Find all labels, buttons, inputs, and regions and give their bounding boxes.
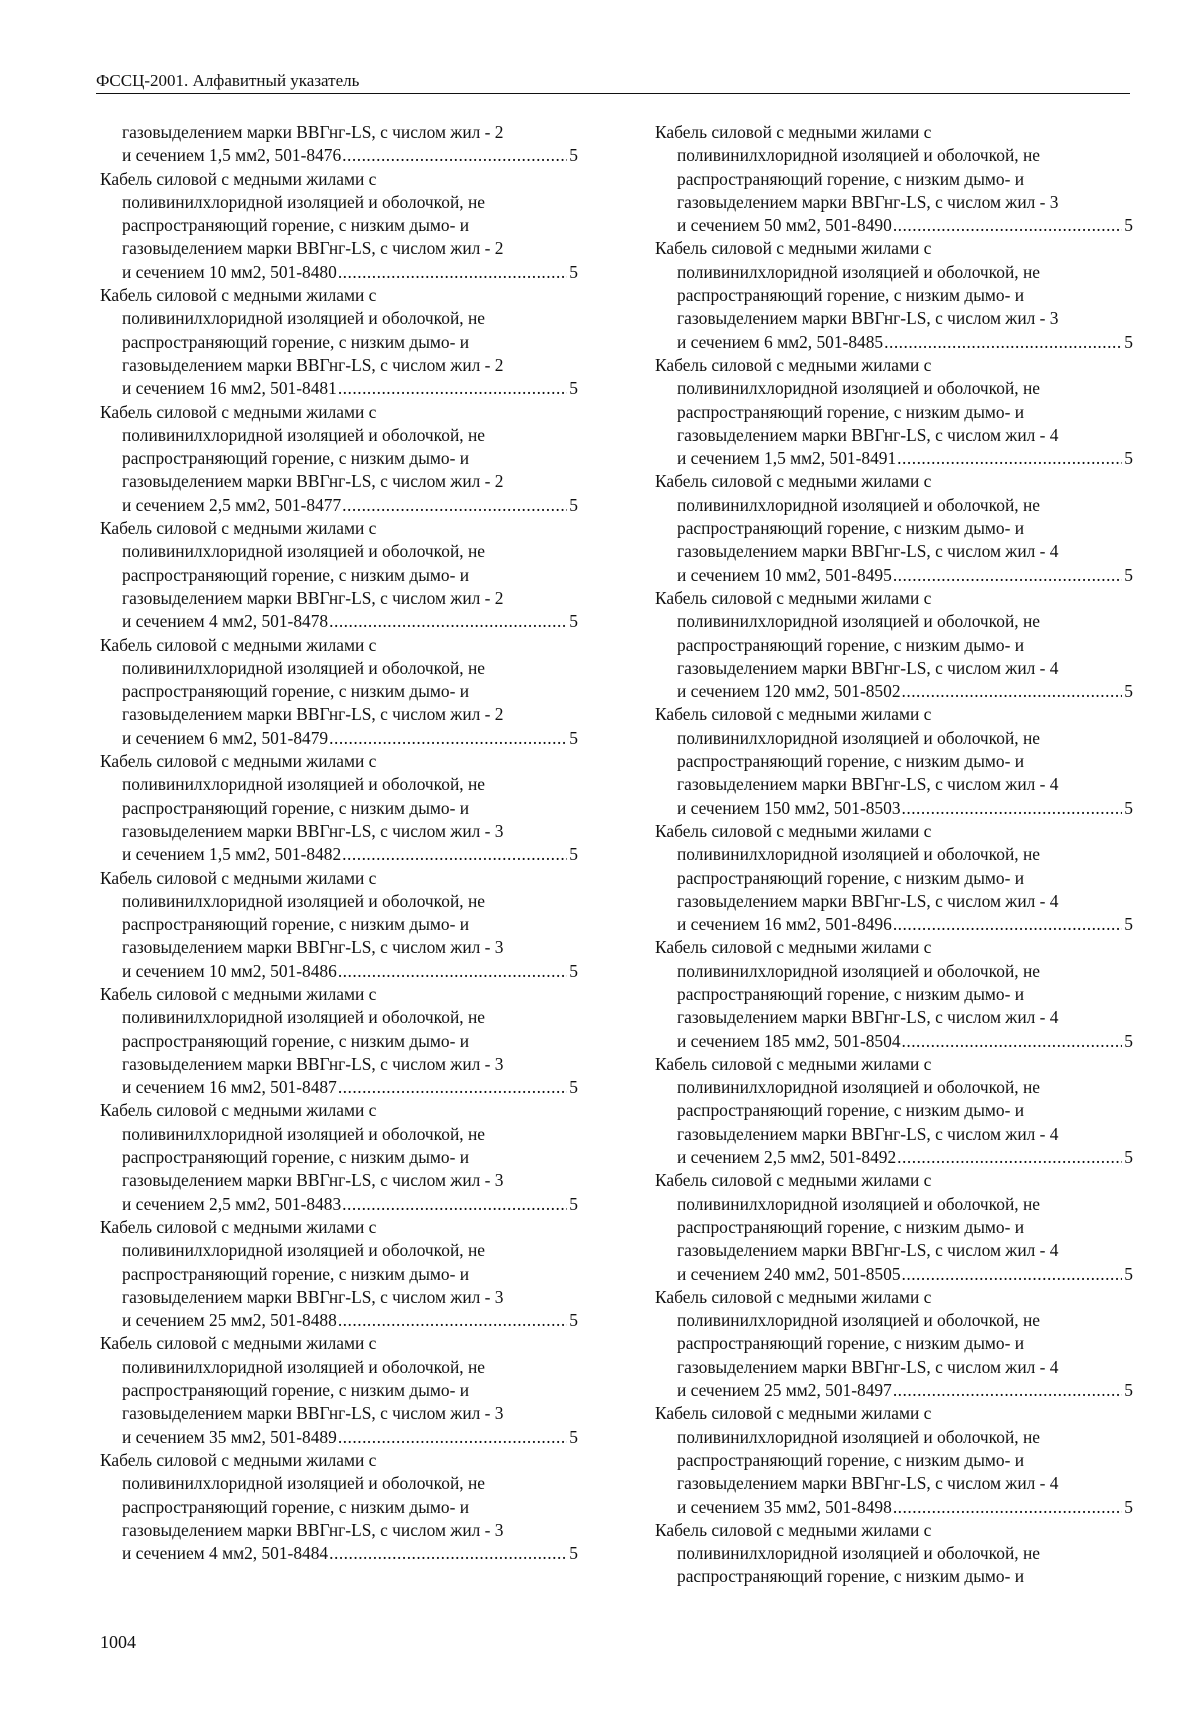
entry-line: поливинилхлоридной изоляцией и оболочкой, не xyxy=(122,1473,485,1494)
entry-line: газовыделением марки ВВГнг-LS, с числом жил - 2 xyxy=(122,122,504,142)
entry-reference-line xyxy=(655,913,1133,936)
dot-leader xyxy=(902,797,1123,820)
index-entry xyxy=(655,1053,1133,1169)
entry-code: и сечением 4 мм2, 501-8478 xyxy=(122,611,329,632)
entry-reference-line xyxy=(655,1146,1133,1169)
entry-page-ref: 5 xyxy=(569,727,578,748)
entry-code: и сечением 10 мм2, 501-8480 xyxy=(122,261,337,282)
entry-line: распространяющий горение, с низким дымо- и xyxy=(122,681,470,702)
entry-line: поливинилхлоридной изоляцией и оболочкой, не xyxy=(122,1356,485,1377)
entry-heading: Кабель силовой с медными жилами с xyxy=(655,587,932,608)
index-column-right xyxy=(655,121,1133,1589)
entry-line: распространяющий горение, с низким дымо- и xyxy=(677,518,1025,539)
index-entry xyxy=(100,517,578,633)
entry-reference-line xyxy=(655,1496,1133,1519)
entry-line: поливинилхлоридной изоляцией и оболочкой, не xyxy=(677,494,1040,515)
entry-reference-line xyxy=(100,1426,578,1449)
index-entry xyxy=(655,354,1133,470)
entry-line: поливинилхлоридной изоляцией и оболочкой, не xyxy=(677,1193,1040,1214)
entry-heading: Кабель силовой с медными жилами с xyxy=(655,1170,932,1191)
entry-line: газовыделением марки ВВГнг-LS, с числом жил - 3 xyxy=(122,1170,504,1191)
entry-line: поливинилхлоридной изоляцией и оболочкой, не xyxy=(122,657,485,678)
entry-heading: Кабель силовой с медными жилами с xyxy=(100,983,377,1004)
entry-page-ref: 5 xyxy=(569,611,578,632)
dot-leader xyxy=(338,960,567,983)
dot-leader xyxy=(902,1030,1123,1053)
entry-reference-line xyxy=(100,261,578,284)
index-entry xyxy=(655,470,1133,586)
entry-page-ref: 5 xyxy=(569,1310,578,1331)
dot-leader xyxy=(884,331,1122,354)
entry-line: распространяющий горение, с низким дымо- и xyxy=(677,867,1025,888)
entry-page-ref: 5 xyxy=(569,261,578,282)
entry-line: газовыделением марки ВВГнг-LS, с числом жил - 3 xyxy=(122,1403,504,1424)
entry-line: газовыделением марки ВВГнг-LS, с числом жил - 2 xyxy=(122,704,504,725)
entry-heading: Кабель силовой с медными жилами с xyxy=(100,634,377,655)
index-column-left xyxy=(100,121,578,1565)
entry-code: и сечением 16 мм2, 501-8481 xyxy=(122,378,337,399)
entry-page-ref: 5 xyxy=(569,378,578,399)
entry-code: и сечением 2,5 мм2, 501-8477 xyxy=(122,494,342,515)
entry-line: газовыделением марки ВВГнг-LS, с числом жил - 3 xyxy=(122,820,504,841)
entry-line: газовыделением марки ВВГнг-LS, с числом жил - 2 xyxy=(122,587,504,608)
entry-line: газовыделением марки ВВГнг-LS, с числом жил - 2 xyxy=(122,354,504,375)
entry-line: поливинилхлоридной изоляцией и оболочкой, не xyxy=(122,1007,485,1028)
dot-leader xyxy=(338,1309,567,1332)
dot-leader xyxy=(342,494,567,517)
entry-reference-line xyxy=(655,214,1133,237)
entry-code: и сечением 10 мм2, 501-8486 xyxy=(122,960,337,981)
dot-leader xyxy=(893,214,1122,237)
entry-line: распространяющий горение, с низким дымо- и xyxy=(122,1030,470,1051)
entry-line: распространяющий горение, с низким дымо- и xyxy=(677,751,1025,772)
entry-line: поливинилхлоридной изоляцией и оболочкой, не xyxy=(122,1240,485,1261)
entry-line: распространяющий горение, с низким дымо- и xyxy=(677,285,1025,306)
entry-heading: Кабель силовой с медными жилами с xyxy=(100,751,377,772)
index-entry xyxy=(100,750,578,866)
entry-code: и сечением 1,5 мм2, 501-8491 xyxy=(677,448,897,469)
entry-line: распространяющий горение, с низким дымо- и xyxy=(122,215,470,236)
entry-line: распространяющий горение, с низким дымо- и xyxy=(122,1496,470,1517)
entry-reference-line xyxy=(100,960,578,983)
entry-line: поливинилхлоридной изоляцией и оболочкой, не xyxy=(122,308,485,329)
entry-heading: Кабель силовой с медными жилами с xyxy=(655,1286,932,1307)
entry-line: поливинилхлоридной изоляцией и оболочкой, не xyxy=(677,1426,1040,1447)
entry-reference-line xyxy=(100,1542,578,1565)
dot-leader xyxy=(338,1076,567,1099)
header-title: ФССЦ-2001. Алфавитный указатель xyxy=(96,71,360,90)
entry-line: поливинилхлоридной изоляцией и оболочкой, не xyxy=(677,611,1040,632)
entry-line: поливинилхлоридной изоляцией и оболочкой, не xyxy=(122,1123,485,1144)
entry-page-ref: 5 xyxy=(569,1077,578,1098)
entry-code: и сечением 150 мм2, 501-8503 xyxy=(677,797,901,818)
entry-line: газовыделением марки ВВГнг-LS, с числом жил - 4 xyxy=(677,1473,1059,1494)
entry-line: газовыделением марки ВВГнг-LS, с числом жил - 4 xyxy=(677,1007,1059,1028)
entry-line: поливинилхлоридной изоляцией и оболочкой, не xyxy=(122,424,485,445)
entry-reference-line xyxy=(100,610,578,633)
entry-line: распространяющий горение, с низким дымо- и xyxy=(122,448,470,469)
entry-heading: Кабель силовой с медными жилами с xyxy=(100,518,377,539)
entry-line: распространяющий горение, с низким дымо- и xyxy=(122,1263,470,1284)
dot-leader xyxy=(342,144,567,167)
entry-code: и сечением 1,5 мм2, 501-8482 xyxy=(122,844,342,865)
entry-line: распространяющий горение, с низким дымо- и xyxy=(122,1147,470,1168)
entry-page-ref: 5 xyxy=(569,145,578,166)
index-entry xyxy=(655,820,1133,936)
entry-code: и сечением 50 мм2, 501-8490 xyxy=(677,215,892,236)
entry-page-ref: 5 xyxy=(1124,448,1133,469)
entry-heading: Кабель силовой с медными жилами с xyxy=(655,354,932,375)
entry-line: газовыделением марки ВВГнг-LS, с числом жил - 4 xyxy=(677,1356,1059,1377)
index-entry xyxy=(655,1402,1133,1518)
entry-heading: Кабель силовой с медными жилами с xyxy=(100,867,377,888)
entry-line: газовыделением марки ВВГнг-LS, с числом жил - 4 xyxy=(677,1123,1059,1144)
entry-line: газовыделением марки ВВГнг-LS, с числом жил - 3 xyxy=(122,1053,504,1074)
entry-code: и сечением 6 мм2, 501-8479 xyxy=(122,727,329,748)
dot-leader xyxy=(338,261,567,284)
entry-page-ref: 5 xyxy=(1124,914,1133,935)
dot-leader xyxy=(342,843,567,866)
entry-line: распространяющий горение, с низким дымо- и xyxy=(122,564,470,585)
index-entry xyxy=(100,401,578,517)
entry-line: распространяющий горение, с низким дымо- и xyxy=(677,1333,1025,1354)
index-entry xyxy=(100,121,578,168)
entry-line: газовыделением марки ВВГнг-LS, с числом жил - 4 xyxy=(677,541,1059,562)
dot-leader xyxy=(329,1542,567,1565)
entry-reference-line xyxy=(100,144,578,167)
index-entry xyxy=(100,168,578,284)
entry-reference-line xyxy=(655,447,1133,470)
entry-reference-line xyxy=(655,680,1133,703)
entry-reference-line xyxy=(100,494,578,517)
entry-page-ref: 5 xyxy=(569,1543,578,1564)
dot-leader xyxy=(897,447,1122,470)
entry-line: распространяющий горение, с низким дымо- и xyxy=(122,1380,470,1401)
dot-leader xyxy=(902,1263,1123,1286)
entry-reference-line xyxy=(655,331,1133,354)
entry-heading: Кабель силовой с медными жилами с xyxy=(655,1403,932,1424)
entry-heading: Кабель силовой с медными жилами с xyxy=(100,1449,377,1470)
entry-code: и сечением 35 мм2, 501-8489 xyxy=(122,1426,337,1447)
entry-code: и сечением 16 мм2, 501-8496 xyxy=(677,914,892,935)
entry-line: распространяющий горение, с низким дымо- и xyxy=(677,634,1025,655)
entry-line: поливинилхлоридной изоляцией и оболочкой, не xyxy=(677,1077,1040,1098)
entry-page-ref: 5 xyxy=(569,1426,578,1447)
entry-heading: Кабель силовой с медными жилами с xyxy=(100,401,377,422)
index-entry xyxy=(100,1099,578,1215)
entry-line: поливинилхлоридной изоляцией и оболочкой, не xyxy=(677,1543,1040,1564)
entry-line: газовыделением марки ВВГнг-LS, с числом жил - 3 xyxy=(677,308,1059,329)
entry-line: распространяющий горение, с низким дымо- и xyxy=(677,1216,1025,1237)
entry-line: газовыделением марки ВВГнг-LS, с числом жил - 3 xyxy=(677,191,1059,212)
index-entry xyxy=(655,587,1133,703)
dot-leader xyxy=(338,1426,567,1449)
dot-leader xyxy=(897,1146,1122,1169)
entry-line: газовыделением марки ВВГнг-LS, с числом жил - 4 xyxy=(677,890,1059,911)
entry-page-ref: 5 xyxy=(569,960,578,981)
dot-leader xyxy=(329,610,567,633)
page-number: 1004 xyxy=(100,1632,136,1652)
entry-line: распространяющий горение, с низким дымо- и xyxy=(677,168,1025,189)
entry-page-ref: 5 xyxy=(569,844,578,865)
entry-line: распространяющий горение, с низким дымо- и xyxy=(122,914,470,935)
index-entry xyxy=(100,1332,578,1448)
entry-page-ref: 5 xyxy=(1124,1147,1133,1168)
entry-code: и сечением 2,5 мм2, 501-8483 xyxy=(122,1193,342,1214)
entry-line: газовыделением марки ВВГнг-LS, с числом жил - 2 xyxy=(122,238,504,259)
entry-reference-line xyxy=(100,843,578,866)
index-entry xyxy=(100,634,578,750)
dot-leader xyxy=(342,1193,567,1216)
entry-line: поливинилхлоридной изоляцией и оболочкой, не xyxy=(677,1310,1040,1331)
entry-code: и сечением 25 мм2, 501-8497 xyxy=(677,1380,892,1401)
entry-reference-line xyxy=(655,1263,1133,1286)
entry-page-ref: 5 xyxy=(1124,797,1133,818)
entry-code: и сечением 240 мм2, 501-8505 xyxy=(677,1263,901,1284)
entry-heading: Кабель силовой с медными жилами с xyxy=(100,168,377,189)
entry-code: и сечением 16 мм2, 501-8487 xyxy=(122,1077,337,1098)
entry-line: поливинилхлоридной изоляцией и оболочкой, не xyxy=(677,727,1040,748)
entry-line: газовыделением марки ВВГнг-LS, с числом жил - 4 xyxy=(677,424,1059,445)
entry-heading: Кабель силовой с медными жилами с xyxy=(100,1216,377,1237)
entry-line: распространяющий горение, с низким дымо- и xyxy=(677,983,1025,1004)
entry-code: и сечением 25 мм2, 501-8488 xyxy=(122,1310,337,1331)
entry-code: и сечением 4 мм2, 501-8484 xyxy=(122,1543,329,1564)
entry-line: поливинилхлоридной изоляцией и оболочкой, не xyxy=(677,960,1040,981)
entry-line: поливинилхлоридной изоляцией и оболочкой, не xyxy=(677,844,1040,865)
entry-line: газовыделением марки ВВГнг-LS, с числом жил - 3 xyxy=(122,1286,504,1307)
dot-leader xyxy=(329,727,567,750)
entry-line: поливинилхлоридной изоляцией и оболочкой, не xyxy=(122,191,485,212)
entry-page-ref: 5 xyxy=(1124,215,1133,236)
index-entry xyxy=(100,284,578,400)
entry-line: поливинилхлоридной изоляцией и оболочкой, не xyxy=(677,261,1040,282)
entry-heading: Кабель силовой с медными жилами с xyxy=(655,704,932,725)
entry-reference-line xyxy=(100,377,578,400)
entry-line: газовыделением марки ВВГнг-LS, с числом жил - 2 xyxy=(122,471,504,492)
entry-heading: Кабель силовой с медными жилами с xyxy=(655,122,932,142)
entry-line: распространяющий горение, с низким дымо- и xyxy=(122,331,470,352)
entry-line: распространяющий горение, с низким дымо- и xyxy=(677,401,1025,422)
entry-line: поливинилхлоридной изоляцией и оболочкой, не xyxy=(122,774,485,795)
entry-line: газовыделением марки ВВГнг-LS, с числом жил - 4 xyxy=(677,1240,1059,1261)
dot-leader xyxy=(893,1379,1122,1402)
entry-reference-line xyxy=(100,1309,578,1332)
index-entry xyxy=(655,237,1133,353)
running-header xyxy=(96,70,1130,94)
entry-code: и сечением 35 мм2, 501-8498 xyxy=(677,1496,892,1517)
entry-heading: Кабель силовой с медными жилами с xyxy=(655,238,932,259)
entry-heading: Кабель силовой с медными жилами с xyxy=(655,937,932,958)
entry-heading: Кабель силовой с медными жилами с xyxy=(655,820,932,841)
index-entry xyxy=(655,703,1133,819)
entry-page-ref: 5 xyxy=(1124,681,1133,702)
entry-code: и сечением 120 мм2, 501-8502 xyxy=(677,681,901,702)
index-entry xyxy=(100,983,578,1099)
entry-page-ref: 5 xyxy=(1124,564,1133,585)
entry-line: распространяющий горение, с низким дымо- и xyxy=(677,1449,1025,1470)
entry-page-ref: 5 xyxy=(569,494,578,515)
index-entry xyxy=(100,1449,578,1565)
entry-page-ref: 5 xyxy=(1124,1496,1133,1517)
entry-line: газовыделением марки ВВГнг-LS, с числом жил - 4 xyxy=(677,774,1059,795)
dot-leader xyxy=(902,680,1123,703)
entry-heading: Кабель силовой с медными жилами с xyxy=(655,1519,932,1540)
entry-reference-line xyxy=(100,1076,578,1099)
entry-reference-line xyxy=(655,1379,1133,1402)
entry-heading: Кабель силовой с медными жилами с xyxy=(100,1333,377,1354)
entry-heading: Кабель силовой с медными жилами с xyxy=(655,471,932,492)
entry-line: распространяющий горение, с низким дымо- и xyxy=(677,1566,1025,1587)
index-entry xyxy=(655,1169,1133,1285)
entry-heading: Кабель силовой с медными жилами с xyxy=(100,285,377,306)
dot-leader xyxy=(893,1496,1122,1519)
entry-page-ref: 5 xyxy=(1124,331,1133,352)
index-entry xyxy=(100,867,578,983)
entry-code: и сечением 1,5 мм2, 501-8476 xyxy=(122,145,342,166)
entry-line: поливинилхлоридной изоляцией и оболочкой, не xyxy=(122,541,485,562)
entry-reference-line xyxy=(100,1193,578,1216)
entry-line: поливинилхлоридной изоляцией и оболочкой, не xyxy=(677,145,1040,166)
entry-line: поливинилхлоридной изоляцией и оболочкой, не xyxy=(677,378,1040,399)
dot-leader xyxy=(893,913,1122,936)
index-entry xyxy=(655,1286,1133,1402)
entry-line: газовыделением марки ВВГнг-LS, с числом жил - 3 xyxy=(122,937,504,958)
entry-line: поливинилхлоридной изоляцией и оболочкой, не xyxy=(122,890,485,911)
entry-reference-line xyxy=(655,564,1133,587)
entry-page-ref: 5 xyxy=(569,1193,578,1214)
index-entry xyxy=(100,1216,578,1332)
index-entry xyxy=(655,1519,1133,1589)
entry-reference-line xyxy=(655,797,1133,820)
entry-page-ref: 5 xyxy=(1124,1030,1133,1051)
entry-heading: Кабель силовой с медными жилами с xyxy=(100,1100,377,1121)
entry-page-ref: 5 xyxy=(1124,1380,1133,1401)
entry-line: газовыделением марки ВВГнг-LS, с числом жил - 3 xyxy=(122,1519,504,1540)
entry-code: и сечением 6 мм2, 501-8485 xyxy=(677,331,884,352)
index-entry xyxy=(655,121,1133,237)
entry-line: распространяющий горение, с низким дымо- и xyxy=(122,797,470,818)
entry-heading: Кабель силовой с медными жилами с xyxy=(655,1053,932,1074)
dot-leader xyxy=(338,377,567,400)
entry-line: газовыделением марки ВВГнг-LS, с числом жил - 4 xyxy=(677,657,1059,678)
entry-code: и сечением 2,5 мм2, 501-8492 xyxy=(677,1147,897,1168)
entry-code: и сечением 10 мм2, 501-8495 xyxy=(677,564,892,585)
entry-reference-line xyxy=(100,727,578,750)
dot-leader xyxy=(893,564,1122,587)
entry-page-ref: 5 xyxy=(1124,1263,1133,1284)
entry-reference-line xyxy=(655,1030,1133,1053)
index-entry xyxy=(655,936,1133,1052)
entry-code: и сечением 185 мм2, 501-8504 xyxy=(677,1030,901,1051)
entry-line: распространяющий горение, с низким дымо- и xyxy=(677,1100,1025,1121)
